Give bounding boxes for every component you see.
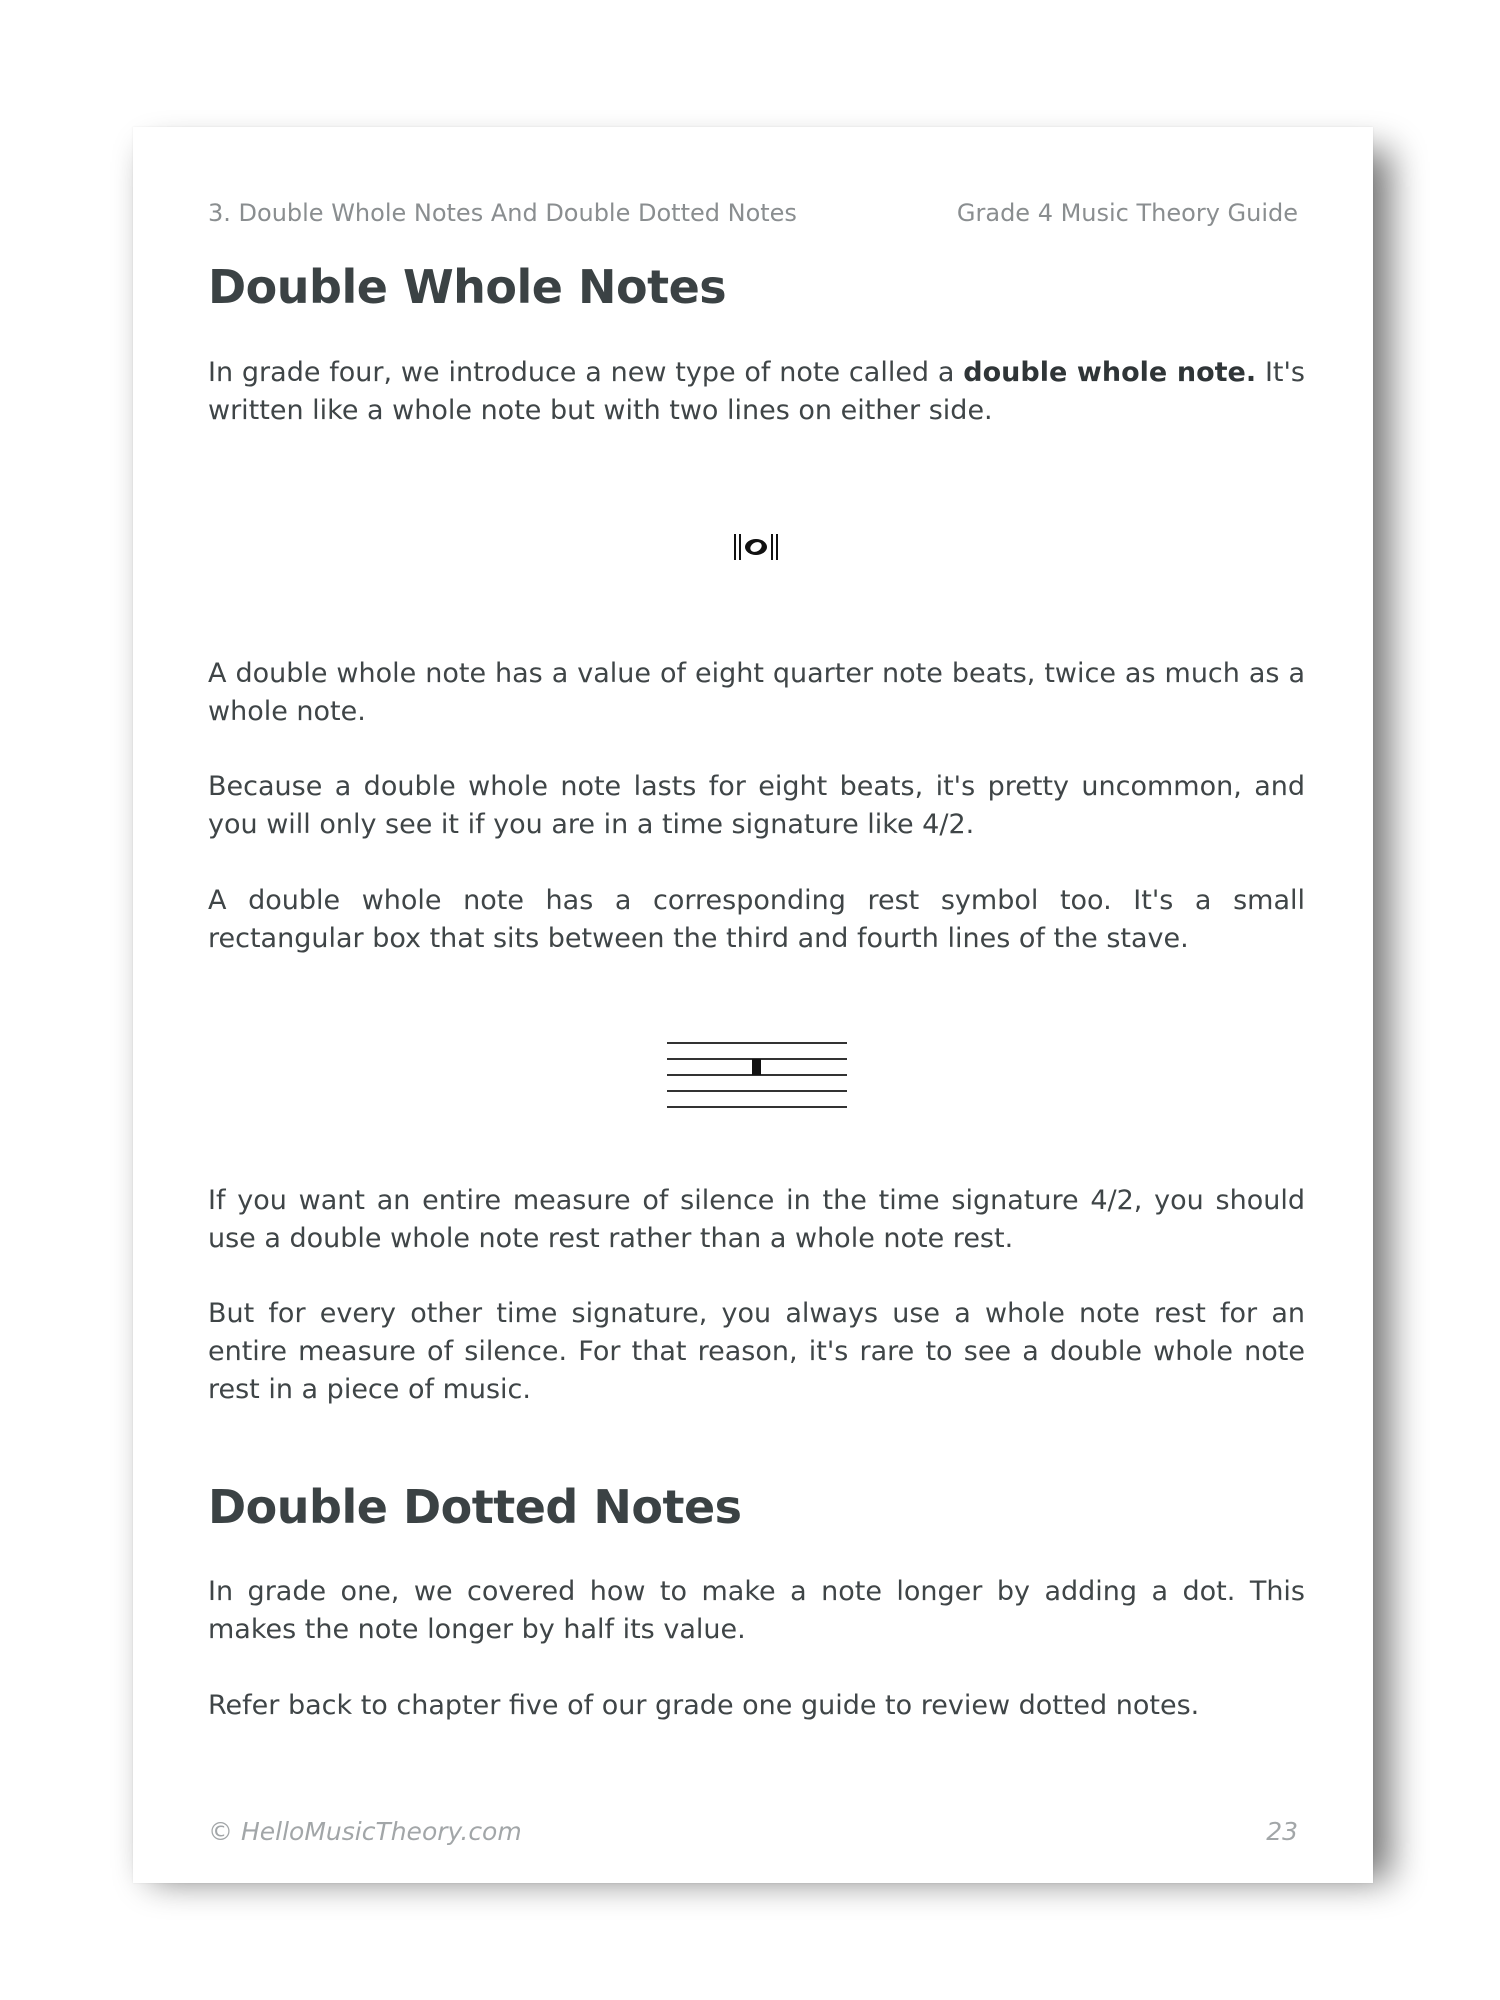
paragraph-rare-rest: But for every other time signature, you always use a whole note rest for an entire measure of silence. For that reason, it's rare to see a double whole note rest in a piece of music. [208, 1298, 1305, 1405]
intro-text-end: It's written like a whole note but with two lines on either side. [208, 357, 1305, 426]
paragraph-entire-measure: If you want an entire measure of silence in the time signature 4/2, you should use a double whole note rest rather than a whole note rest. [208, 1185, 1305, 1254]
section-heading-double-whole-notes: Double Whole Notes [208, 260, 727, 314]
book-page [133, 127, 1373, 1883]
intro-bold-term: double whole note. [963, 357, 1257, 388]
double-whole-note-symbol [732, 532, 782, 562]
paragraph-value: A double whole note has a value of eight quarter note beats, twice as much as a whole note. [208, 658, 1305, 727]
paragraph-intro [208, 354, 1305, 430]
running-header [208, 199, 1298, 227]
paragraph-refer-back: Refer back to chapter five of our grade one guide to review dotted notes. [208, 1690, 1200, 1721]
paragraph-rest-symbol: A double whole note has a corresponding rest symbol too. It's a small rectangular box that sits between the third and fourth lines of the stave. [208, 885, 1305, 954]
chapter-title: 3. Double Whole Notes And Double Dotted Notes [208, 199, 797, 227]
intro-text-start: In grade four, we introduce a new type of note called a [208, 357, 964, 388]
book-title: Grade 4 Music Theory Guide [956, 199, 1298, 227]
paragraph-dotted-intro: In grade one, we covered how to make a note longer by adding a dot. This makes the note longer by half its value. [208, 1576, 1305, 1645]
footer-page-number: 23 [1266, 1817, 1298, 1846]
double-whole-rest-stave [667, 1039, 847, 1111]
footer-copyright: © HelloMusicTheory.com [208, 1817, 522, 1846]
section-heading-double-dotted-notes: Double Dotted Notes [208, 1480, 742, 1534]
paragraph-uncommon: Because a double whole note lasts for eight beats, it's pretty uncommon, and you will only see it if you are in a time signature like 4/2. [208, 771, 1305, 840]
